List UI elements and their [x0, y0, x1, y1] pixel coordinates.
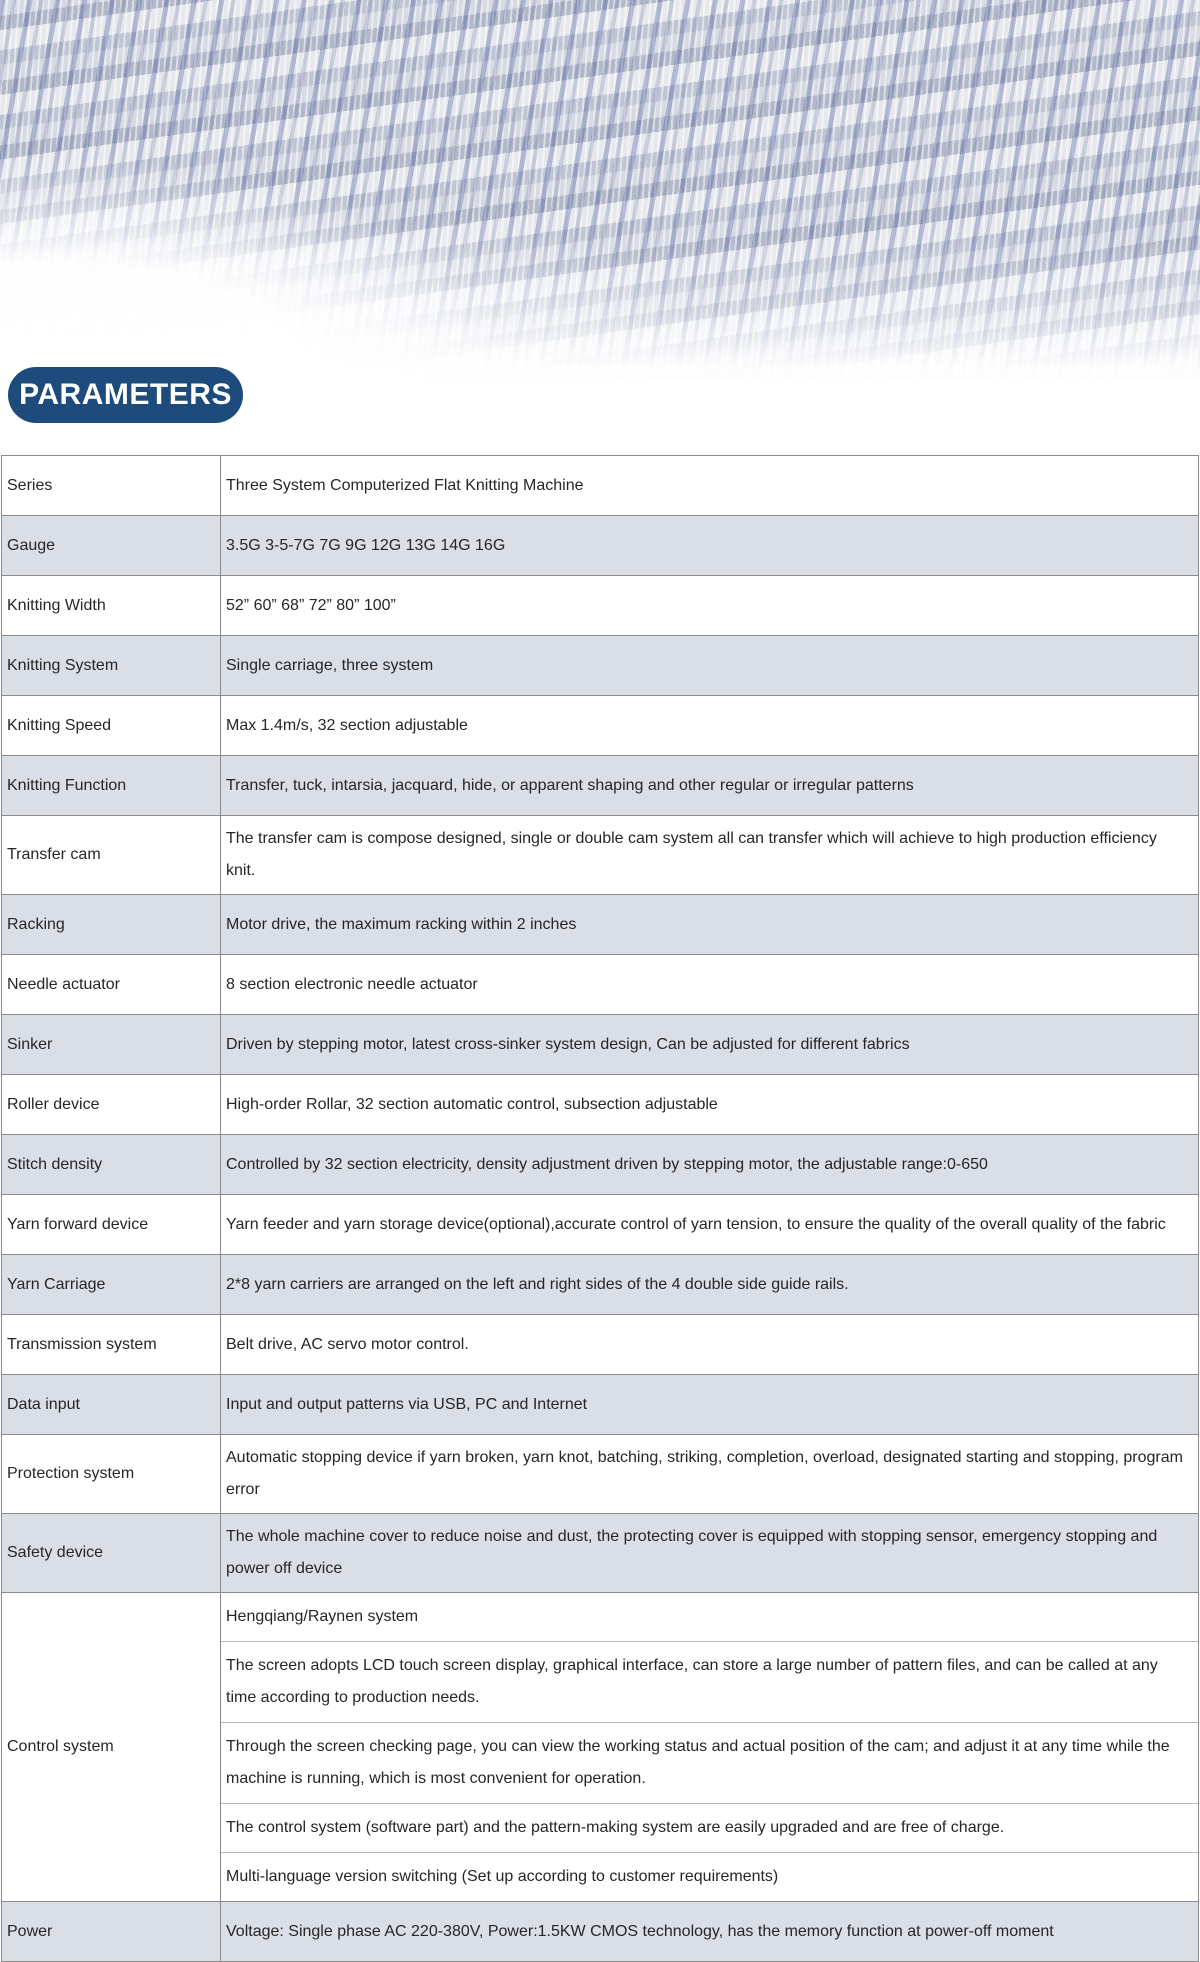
row-label: Racking — [2, 895, 221, 955]
row-label: Protection system — [2, 1435, 221, 1514]
parameters-badge — [8, 367, 243, 423]
row-sub-value: The control system (software part) and the pattern-making system are easily upgraded and are free of charge. — [221, 1804, 1198, 1853]
table-row — [2, 696, 1199, 756]
table-row — [2, 456, 1199, 516]
row-value: Controlled by 32 section electricity, density adjustment driven by stepping motor, the adjustable range:0-650 — [221, 1135, 1199, 1195]
row-label: Knitting Width — [2, 576, 221, 636]
row-sub-value: The screen adopts LCD touch screen display, graphical interface, can store a large number of pattern files, and can be called at any time according to production needs. — [221, 1642, 1198, 1723]
row-value: Max 1.4m/s, 32 section adjustable — [221, 696, 1199, 756]
row-label: Yarn Carriage — [2, 1255, 221, 1315]
table-row — [2, 955, 1199, 1015]
table-row — [2, 1902, 1199, 1962]
row-label: Roller device — [2, 1075, 221, 1135]
row-value — [221, 1593, 1199, 1902]
table-row — [2, 816, 1199, 895]
row-value: The whole machine cover to reduce noise and dust, the protecting cover is equipped with stopping sensor, emergency stopping and power off device — [221, 1514, 1199, 1593]
table-row — [2, 636, 1199, 696]
table-row — [2, 1593, 1199, 1902]
table-row — [2, 1435, 1199, 1514]
row-label: Control system — [2, 1593, 221, 1902]
table-row — [2, 1135, 1199, 1195]
row-label: Sinker — [2, 1015, 221, 1075]
row-sub-value: Through the screen checking page, you can view the working status and actual position of the cam; and adjust it at any time while the machine is running, which is most convenient for operation. — [221, 1723, 1198, 1804]
row-value: Motor drive, the maximum racking within 2 inches — [221, 895, 1199, 955]
row-value: Transfer, tuck, intarsia, jacquard, hide, or apparent shaping and other regular or irregular patterns — [221, 756, 1199, 816]
row-label: Transfer cam — [2, 816, 221, 895]
row-value: Belt drive, AC servo motor control. — [221, 1315, 1199, 1375]
table-row — [2, 756, 1199, 816]
table-row — [2, 1514, 1199, 1593]
table-row — [2, 895, 1199, 955]
row-sub-value: Multi-language version switching (Set up according to customer requirements) — [226, 1868, 779, 1885]
row-value: The transfer cam is compose designed, single or double cam system all can transfer which will achieve to high production efficiency knit. — [221, 816, 1199, 895]
row-label: Stitch density — [2, 1135, 221, 1195]
table-row — [2, 1195, 1199, 1255]
table-row — [2, 1375, 1199, 1435]
row-value: Yarn feeder and yarn storage device(optional),accurate control of yarn tension, to ensure the quality of the overall quality of the fabric — [221, 1195, 1199, 1255]
table-row — [2, 576, 1199, 636]
row-value: Voltage: Single phase AC 220-380V, Power:1.5KW CMOS technology, has the memory function at power-off moment — [221, 1902, 1199, 1962]
row-value: 52” 60” 68” 72” 80” 100” — [221, 576, 1199, 636]
row-value: Driven by stepping motor, latest cross-sinker system design, Can be adjusted for different fabrics — [221, 1015, 1199, 1075]
table-row — [2, 1315, 1199, 1375]
row-value: 2*8 yarn carriers are arranged on the left and right sides of the 4 double side guide rails. — [221, 1255, 1199, 1315]
row-value: Three System Computerized Flat Knitting Machine — [221, 456, 1199, 516]
row-label: Knitting Function — [2, 756, 221, 816]
row-label: Safety device — [2, 1514, 221, 1593]
table-row — [2, 1255, 1199, 1315]
row-label: Yarn forward device — [2, 1195, 221, 1255]
row-value: 8 section electronic needle actuator — [221, 955, 1199, 1015]
parameters-table — [1, 455, 1199, 1962]
row-label: Knitting System — [2, 636, 221, 696]
fabric-photo — [0, 0, 1200, 380]
table-row — [2, 1075, 1199, 1135]
row-label: Needle actuator — [2, 955, 221, 1015]
row-label: Gauge — [2, 516, 221, 576]
row-value: Input and output patterns via USB, PC and Internet — [221, 1375, 1199, 1435]
row-value: High-order Rollar, 32 section automatic control, subsection adjustable — [221, 1075, 1199, 1135]
row-value: Single carriage, three system — [221, 636, 1199, 696]
table-row — [2, 1015, 1199, 1075]
row-value: 3.5G 3-5-7G 7G 9G 12G 13G 14G 16G — [221, 516, 1199, 576]
table-row — [2, 516, 1199, 576]
row-label: Data input — [2, 1375, 221, 1435]
row-label: Power — [2, 1902, 221, 1962]
row-label: Transmission system — [2, 1315, 221, 1375]
parameters-badge-label: PARAMETERS — [19, 378, 232, 411]
row-label: Series — [2, 456, 221, 516]
row-label: Knitting Speed — [2, 696, 221, 756]
row-sub-value: Hengqiang/Raynen system — [221, 1593, 1198, 1642]
row-value: Automatic stopping device if yarn broken, yarn knot, batching, striking, completion, overload, designated starting and stopping, program error — [221, 1435, 1199, 1514]
